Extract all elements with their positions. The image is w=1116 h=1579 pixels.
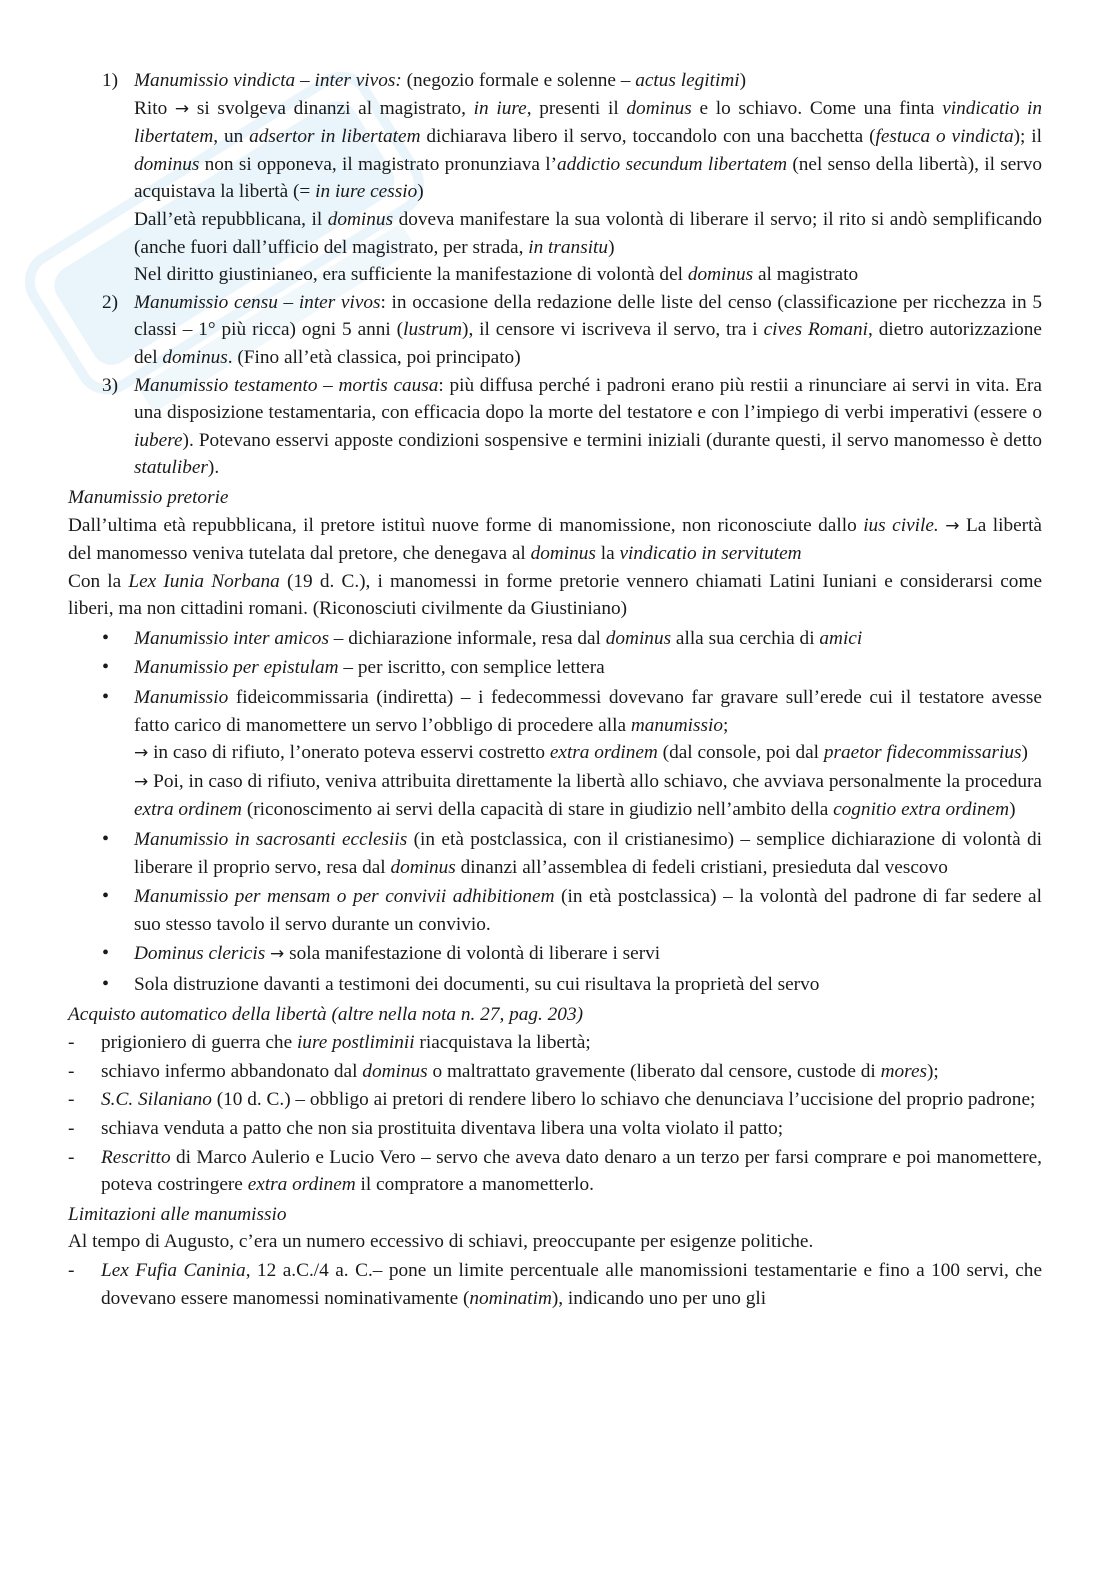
bullet-body bbox=[134, 625, 1042, 653]
bullet-paragraph: → Poi, in caso di rifiuto, veniva attribuita direttamente la libertà allo schiavo, che avviava personalmente la procedura extra ordinem (riconoscimento ai servi della capacità di stare in giudizio nell’ambito della cognitio extra ordinem) bbox=[134, 770, 1042, 821]
item-number: 1) bbox=[102, 70, 119, 91]
bullet-item bbox=[68, 625, 1042, 653]
dash-item bbox=[68, 1257, 1042, 1312]
pretorie-bullet-list bbox=[68, 625, 1042, 999]
bullet-body bbox=[134, 940, 1042, 969]
bullet-body bbox=[134, 883, 1042, 938]
bullet-item bbox=[68, 940, 1042, 969]
dash-marker: - bbox=[68, 1089, 75, 1111]
item-body bbox=[134, 67, 1042, 289]
heading-acquisto-automatico: Acquisto automatico della libertà (altre nella nota n. 27, pag. 203) bbox=[68, 1003, 584, 1025]
bullet-marker: • bbox=[102, 686, 110, 709]
bullet-marker: • bbox=[102, 626, 110, 649]
bullet-paragraph: Sola distruzione davanti a testimoni dei documenti, su cui risultava la proprietà del servo bbox=[134, 974, 820, 995]
dash-item bbox=[68, 1115, 1042, 1143]
limitazioni-dash-list bbox=[68, 1257, 1042, 1312]
pretorie-paragraph-1: Dall’ultima età repubblicana, il pretore istituì nuove forme di manomissione, non riconosciute dallo ius civile. → La libertà del manomesso veniva tutelata dal pretore, che denegava al dominus la vindicatio in servitutem bbox=[68, 514, 1042, 565]
dash-item bbox=[68, 1058, 1042, 1086]
bullet-paragraph: Dominus clericis → sola manifestazione di volontà di liberare i servi bbox=[134, 943, 661, 965]
numbered-item bbox=[68, 289, 1042, 372]
bullet-marker: • bbox=[102, 656, 110, 679]
bullet-item bbox=[68, 826, 1042, 881]
bullet-body bbox=[134, 654, 1042, 682]
dash-marker: - bbox=[68, 1032, 75, 1054]
dash-text: schiava venduta a patto che non sia prostituita diventava libera una volta violato il patto; bbox=[101, 1117, 784, 1139]
numbered-item bbox=[68, 67, 1042, 289]
dash-item bbox=[68, 1029, 1042, 1057]
bullet-paragraph: Manumissio fideicommissaria (indiretta) – i fedecommessi dovevano far gravare sull’erede cui il testatore avesse fatto carico di manomettere un servo l’obbligo di procedere alla manumissio; bbox=[134, 687, 1042, 736]
bullet-body bbox=[134, 826, 1042, 881]
numbered-item bbox=[68, 372, 1042, 482]
bullet-marker: • bbox=[102, 942, 110, 965]
pretorie-paragraph-2: Con la Lex Iunia Norbana (19 d. C.), i manomessi in forme pretorie vennero chiamati Latini Iuniani e considerarsi come liberi, ma non cittadini romani. (Riconosciuti civilmente da Giustiniano) bbox=[68, 570, 1042, 620]
dash-item bbox=[68, 1086, 1042, 1114]
dash-text: S.C. Silaniano (10 d. C.) – obbligo ai pretori di rendere libero lo schiavo che denunciava l’uccisione del proprio padrone; bbox=[101, 1089, 1036, 1111]
dash-marker: - bbox=[68, 1146, 75, 1168]
item-paragraph: Manumissio vindicta – inter vivos: (negozio formale e solenne – actus legitimi) bbox=[134, 70, 747, 91]
item-paragraph: Rito → si svolgeva dinanzi al magistrato, in iure, presenti il dominus e lo schiavo. Come una finta vindicatio in libertatem, un adsertor in libertatem dichiarava libero il servo, toccandolo con una bacchetta (festuca o vindicta); il dominus non si opponeva, il magistrato pronunziava l’addictio secundum libertatem (nel senso della libertà), il servo acquistava la libertà (= in iure cessio) bbox=[134, 97, 1043, 203]
dash-item bbox=[68, 1144, 1042, 1199]
bullet-marker: • bbox=[102, 973, 110, 995]
bullet-body bbox=[134, 684, 1042, 824]
item-paragraph: Manumissio censu – inter vivos: in occasione della redazione delle liste del censo (classificazione per ricchezza in 5 classi – 1° più ricca) ogni 5 anni (lustrum), il censore vi iscriveva il servo, tra i cives Romani, dietro autorizzazione del dominus. (Fino all’età classica, poi principato) bbox=[134, 291, 1042, 368]
item-paragraph: Nel diritto giustinianeo, era sufficiente la manifestazione di volontà del dominus al magistrato bbox=[134, 264, 859, 286]
bullet-item bbox=[68, 654, 1042, 682]
dash-text: Lex Fufia Caninia, 12 a.C./4 a. C.– pone un limite percentuale alle manomissioni testamentarie e fino a 100 servi, che dovevano essere manomessi nominativamente (nominatim), indicando uno per uno gli bbox=[101, 1259, 1042, 1309]
item-paragraph: Manumissio testamento – mortis causa: più diffusa perché i padroni erano più restii a rinunciare ai servi in vita. Era una disposizione testamentaria, con efficacia dopo la morte del testatore e con l’impiego di verbi imperativi (essere o iubere). Potevano esservi apposte condizioni sospensive e termini iniziali (durante questi, il servo manomesso è detto statuliber). bbox=[134, 374, 1042, 479]
dash-text: schiavo infermo abbandonato dal dominus o maltrattato gravemente (liberato dal censore, custode di mores); bbox=[101, 1060, 939, 1082]
bullet-item bbox=[68, 971, 1042, 999]
item-body bbox=[134, 372, 1042, 482]
dash-marker: - bbox=[68, 1259, 75, 1281]
item-number: 2) bbox=[102, 291, 119, 313]
bullet-paragraph: Manumissio inter amicos – dichiarazione informale, resa dal dominus alla sua cerchia di amici bbox=[134, 627, 863, 649]
bullet-marker: • bbox=[102, 828, 110, 851]
bullet-paragraph: Manumissio per mensam o per convivii adhibitionem (in età postclassica) – la volontà del padrone di far sedere al suo stesso tavolo il servo durante un convivio. bbox=[134, 886, 1042, 935]
dash-marker: - bbox=[68, 1060, 75, 1082]
heading-limitazioni: Limitazioni alle manumissio bbox=[68, 1203, 287, 1225]
manumissio-civili-list bbox=[68, 67, 1042, 482]
bullet-paragraph: → in caso di rifiuto, l’onerato poteva esservi costretto extra ordinem (dal console, poi dal praetor fidecommissarius) bbox=[134, 742, 1028, 764]
bullet-paragraph: Manumissio in sacrosanti ecclesiis (in età postclassica, con il cristianesimo) – semplice dichiarazione di volontà di liberare il proprio servo, resa dal dominus dinanzi all’assemblea di fedeli cristiani, presieduta dal vescovo bbox=[134, 829, 1042, 878]
item-paragraph: Dall’età repubblicana, il dominus doveva manifestare la sua volontà di liberare il servo; il rito si andò semplificando (anche fuori dall’ufficio del magistrato, per strada, in transitu) bbox=[134, 208, 1042, 258]
acquisto-dash-list bbox=[68, 1029, 1042, 1199]
dash-marker: - bbox=[68, 1117, 75, 1139]
dash-text: prigioniero di guerra che iure postliminii riacquistava la libertà; bbox=[101, 1032, 591, 1054]
bullet-item bbox=[68, 883, 1042, 938]
limitazioni-paragraph-1: Al tempo di Augusto, c’era un numero eccessivo di schiavi, preoccupante per esigenze politiche. bbox=[68, 1231, 814, 1253]
bullet-item bbox=[68, 684, 1042, 824]
bullet-paragraph: Manumissio per epistulam – per iscritto, con semplice lettera bbox=[134, 657, 605, 679]
bullet-body bbox=[134, 971, 1042, 999]
document-body bbox=[68, 67, 1042, 1312]
heading-manumissio-pretorie: Manumissio pretorie bbox=[68, 486, 229, 508]
item-number: 3) bbox=[102, 374, 119, 396]
dash-text: Rescritto di Marco Aulerio e Lucio Vero – servo che aveva dato denaro a un terzo per farsi comprare e poi manomettere, poteva costringere extra ordinem il compratore a manometterlo. bbox=[101, 1146, 1042, 1196]
item-body bbox=[134, 289, 1042, 372]
bullet-marker: • bbox=[102, 885, 110, 908]
